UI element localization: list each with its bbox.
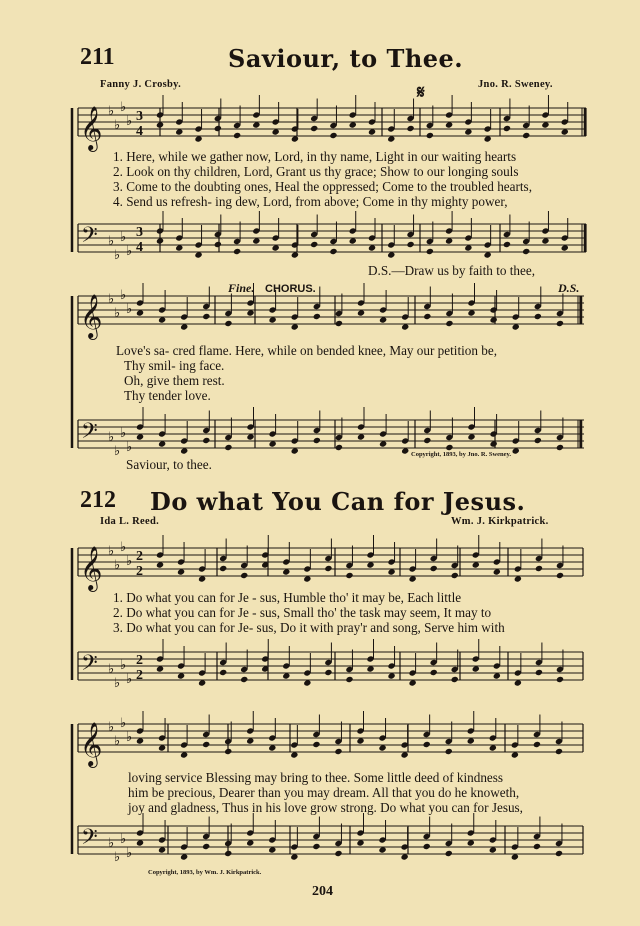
- note-head: [430, 669, 438, 676]
- key-flat: ♭: [126, 114, 133, 129]
- note-head: [445, 850, 453, 857]
- lyricist-credit: Ida L. Reed.: [100, 516, 160, 527]
- lyricist-credit: Fanny J. Crosby.: [100, 79, 182, 90]
- chorus-heading: CHORUS.: [265, 283, 316, 295]
- key-flat: ♭: [114, 734, 121, 749]
- note-head: [219, 565, 227, 572]
- verse-line: 1. Here, while we gather now, Lord, in thy name, Light in our waiting hearts: [113, 149, 517, 164]
- verse-line: loving service Blessing may bring to thee. Some little deed of kindness: [128, 770, 504, 785]
- note-head: [423, 843, 431, 850]
- key-flat: ♭: [120, 288, 127, 303]
- note-head: [224, 444, 232, 451]
- time-signature: 3: [136, 109, 143, 124]
- treble-clef: 𝄞: [80, 546, 103, 590]
- chorus-line: Thy tender love.: [124, 388, 211, 403]
- note-head: [445, 320, 453, 327]
- key-flat: ♭: [114, 558, 121, 573]
- key-flat: ♭: [114, 444, 121, 459]
- note-head: [240, 676, 248, 683]
- note-head: [240, 572, 248, 579]
- copyright: Copyright, 1893, by Jno. R. Sweney.: [411, 451, 512, 458]
- key-flat: ♭: [114, 850, 121, 865]
- key-flat: ♭: [108, 292, 115, 307]
- verse-line: 2. Look on thy children, Lord, Grant us thy grace; Show to our longing souls: [113, 164, 519, 179]
- note-head: [214, 125, 222, 132]
- key-flat: ♭: [126, 440, 133, 455]
- key-flat: ♭: [114, 118, 121, 133]
- key-flat: ♭: [108, 662, 115, 677]
- note-head: [345, 572, 353, 579]
- note-head: [533, 843, 541, 850]
- note-head: [313, 437, 321, 444]
- verse-line: 4. Send us refresh- ing dew, Lord, from above; Come in thy mighty power,: [113, 194, 508, 209]
- note-head: [534, 313, 542, 320]
- note-head: [233, 248, 241, 255]
- note-head: [423, 313, 431, 320]
- time-signature: 2: [136, 668, 143, 683]
- note-head: [335, 320, 343, 327]
- segno-mark: 𝄋: [417, 82, 425, 103]
- note-head: [556, 676, 564, 683]
- hymn-title: Do what You Can for Jesus.: [150, 487, 526, 516]
- hymn-title: Saviour, to Thee.: [228, 44, 464, 73]
- note-head: [324, 565, 332, 572]
- key-flat: ♭: [114, 306, 121, 321]
- time-signature: 2: [136, 549, 143, 564]
- treble-clef: 𝄞: [80, 106, 103, 150]
- note-head: [334, 850, 342, 857]
- copyright: Copyright, 1893, by Wm. J. Kirkpatrick.: [148, 869, 262, 876]
- composer-credit: Jno. R. Sweney.: [478, 79, 553, 90]
- key-flat: ♭: [120, 426, 127, 441]
- note-head: [202, 741, 210, 748]
- chorus-line: Love's sa- cred flame. Here, while on bended knee, May our petition be,: [116, 343, 498, 358]
- note-head: [555, 850, 563, 857]
- note-head: [555, 748, 563, 755]
- key-flat: ♭: [120, 230, 127, 245]
- key-flat: ♭: [108, 544, 115, 559]
- note-head: [556, 444, 564, 451]
- key-flat: ♭: [108, 720, 115, 735]
- note-head: [406, 241, 414, 248]
- note-head: [345, 676, 353, 683]
- note-head: [426, 132, 434, 139]
- note-head: [224, 850, 232, 857]
- verse-line: 2. Do what you can for Je - sus, Small tho' the task may seem, It may to: [113, 605, 492, 620]
- verse-line: 1. Do what you can for Je - sus, Humble tho' it may be, Each little: [113, 590, 462, 605]
- note-head: [310, 241, 318, 248]
- key-flat: ♭: [126, 846, 133, 861]
- ds-lyric-text: D.S.—Draw us by faith to thee,: [368, 263, 536, 278]
- note-head: [219, 669, 227, 676]
- key-flat: ♭: [114, 676, 121, 691]
- note-head: [329, 132, 337, 139]
- verse-line: him be precious, Dearer than you may dream. All that you do he knoweth,: [128, 785, 520, 800]
- key-flat: ♭: [120, 832, 127, 847]
- note-head: [233, 132, 241, 139]
- note-head: [503, 125, 511, 132]
- key-flat: ♭: [126, 672, 133, 687]
- note-head: [224, 320, 232, 327]
- note-head: [324, 669, 332, 676]
- verse-line: 3. Come to the doubting ones, Heal the oppressed; Come to the troubled hearts,: [113, 179, 532, 194]
- note-head: [423, 741, 431, 748]
- bass-clef: 𝄢: [81, 651, 98, 681]
- note-head: [335, 444, 343, 451]
- note-head: [535, 669, 543, 676]
- key-flat: ♭: [108, 430, 115, 445]
- time-signature: 3: [136, 225, 143, 240]
- bass-clef: 𝄢: [81, 419, 98, 449]
- note-head: [430, 565, 438, 572]
- bass-clef: 𝄢: [81, 223, 98, 253]
- fine-mark: Fine.: [228, 281, 255, 295]
- key-flat: ♭: [114, 248, 121, 263]
- note-head: [556, 320, 564, 327]
- note-head: [522, 132, 530, 139]
- note-head: [224, 748, 232, 755]
- closing-line: Saviour, to thee.: [126, 457, 212, 472]
- note-head: [534, 437, 542, 444]
- key-flat: ♭: [120, 540, 127, 555]
- key-flat: ♭: [126, 302, 133, 317]
- time-signature: 2: [136, 653, 143, 668]
- note-head: [310, 125, 318, 132]
- note-head: [329, 248, 337, 255]
- key-flat: ♭: [108, 104, 115, 119]
- note-head: [533, 741, 541, 748]
- note-head: [556, 572, 564, 579]
- key-flat: ♭: [108, 836, 115, 851]
- note-head: [503, 241, 511, 248]
- bass-clef: 𝄢: [81, 825, 98, 855]
- chorus-line: Oh, give them rest.: [124, 373, 225, 388]
- key-flat: ♭: [120, 716, 127, 731]
- verse-line: joy and gladness, Thus in his love grow strong. Do what you can for Jesus,: [128, 800, 523, 815]
- note-head: [214, 241, 222, 248]
- note-head: [202, 313, 210, 320]
- note-head: [423, 437, 431, 444]
- note-head: [202, 437, 210, 444]
- time-signature: 4: [136, 124, 143, 139]
- note-head: [334, 748, 342, 755]
- note-head: [426, 248, 434, 255]
- note-head: [313, 313, 321, 320]
- key-flat: ♭: [108, 234, 115, 249]
- key-flat: ♭: [126, 244, 133, 259]
- treble-clef: 𝄞: [80, 722, 103, 766]
- hymn-number: 212: [80, 487, 116, 513]
- note-head: [451, 676, 459, 683]
- key-flat: ♭: [126, 730, 133, 745]
- note-head: [202, 843, 210, 850]
- note-head: [312, 741, 320, 748]
- treble-clef: 𝄞: [80, 294, 103, 338]
- note-head: [312, 843, 320, 850]
- note-head: [451, 572, 459, 579]
- hymn-number: 211: [80, 44, 115, 70]
- time-signature: 2: [136, 564, 143, 579]
- note-head: [406, 125, 414, 132]
- key-flat: ♭: [120, 100, 127, 115]
- time-signature: 4: [136, 240, 143, 255]
- note-head: [522, 248, 530, 255]
- key-flat: ♭: [120, 658, 127, 673]
- composer-credit: Wm. J. Kirkpatrick.: [451, 516, 549, 527]
- key-flat: ♭: [126, 554, 133, 569]
- chorus-line: Thy smil- ing face.: [124, 358, 225, 373]
- verse-line: 3. Do what you can for Je- sus, Do it with pray'r and song, Serve him with: [113, 620, 505, 635]
- note-head: [445, 748, 453, 755]
- ds-lyric: [368, 263, 535, 279]
- page-number: 204: [312, 884, 333, 899]
- ds-mark: D.S.: [558, 281, 580, 295]
- note-head: [535, 565, 543, 572]
